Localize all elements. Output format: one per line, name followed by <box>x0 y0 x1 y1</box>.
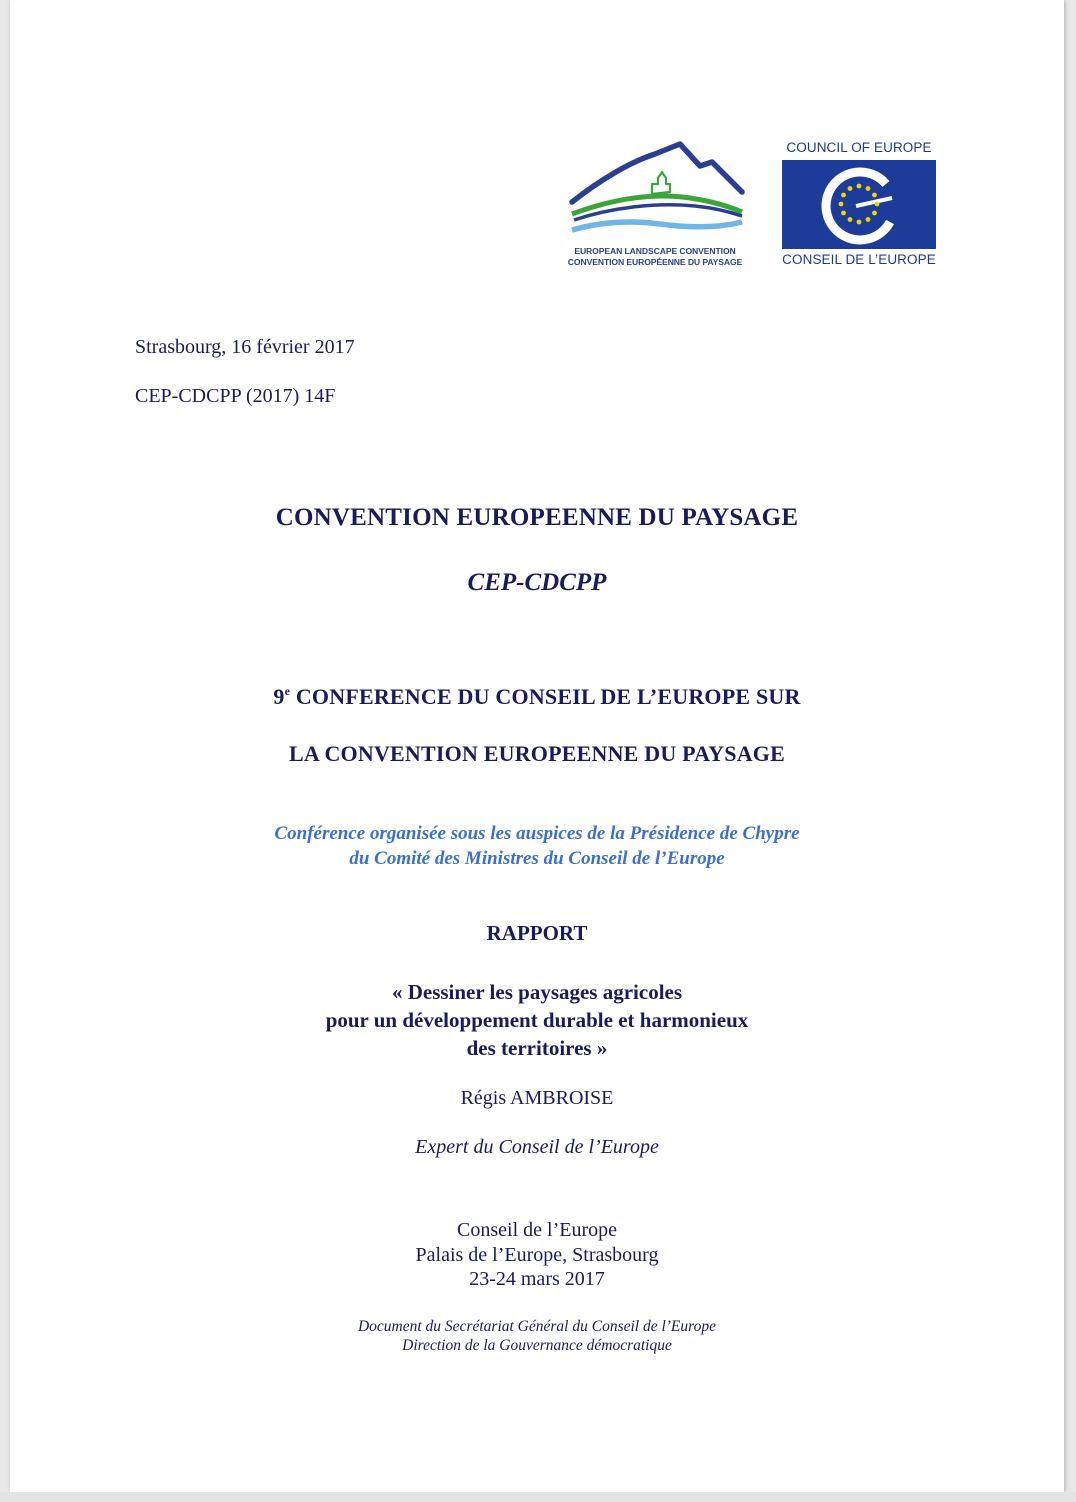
page-title: CONVENTION EUROPEENNE DU PAYSAGE <box>275 504 799 531</box>
coe-flag <box>782 160 936 249</box>
coe-name-fr: CONSEIL DE L’EUROPE <box>782 252 936 267</box>
place-date: Strasbourg, 16 février 2017 <box>135 336 355 358</box>
conference-number: 9 <box>273 684 285 709</box>
report-subject-line3: des territoires » <box>466 1036 608 1060</box>
elc-logo <box>560 140 750 270</box>
document-reference: CEP-CDCPP (2017) 14F <box>135 385 336 407</box>
venue-line3: 23-24 mars 2017 <box>469 1268 605 1290</box>
footer-note <box>10 1317 1064 1355</box>
report-subject <box>10 978 1064 1062</box>
page-bottom-edge <box>0 1492 1076 1502</box>
coe-name-en: COUNCIL OF EUROPE <box>786 140 932 155</box>
report-label: RAPPORT <box>486 921 588 945</box>
council-of-europe-logo <box>772 136 946 271</box>
document-page <box>10 0 1064 1492</box>
elc-line-fr: CONVENTION EUROPÉENNE DU PAYSAGE <box>567 257 743 267</box>
author-name: Régis AMBROISE <box>460 1087 614 1109</box>
footer-line1: Document du Secrétariat Général du Conseil de l’Europe <box>357 1318 716 1335</box>
conference-title-line1 <box>10 684 1064 710</box>
landscape-emblem-icon <box>560 140 750 245</box>
committee-code: CEP-CDCPP <box>467 569 607 596</box>
venue-block <box>10 1218 1064 1292</box>
venue-line2: Palais de l’Europe, Strasbourg <box>415 1243 659 1266</box>
conference-title-line2: LA CONVENTION EUROPEENNE DU PAYSAGE <box>289 741 785 766</box>
footer-line2: Direction de la Gouvernance démocratique <box>402 1337 672 1354</box>
report-subject-line2: pour un développement durable et harmonieux <box>325 1008 749 1032</box>
author-role: Expert du Conseil de l’Europe <box>415 1136 659 1158</box>
elc-logo-text <box>560 246 750 268</box>
conference-ordinal: e <box>284 684 291 698</box>
conference-line1-rest: CONFERENCE DU CONSEIL DE L’EUROPE SUR <box>290 684 801 709</box>
auspices-note <box>10 821 1064 871</box>
venue-line1: Conseil de l’Europe <box>457 1219 617 1241</box>
auspices-line2: du Comité des Ministres du Conseil de l’Europe <box>349 848 725 869</box>
auspices-line1: Conférence organisée sous les auspices de la Présidence de Chypre <box>274 823 800 844</box>
report-subject-line1: « Dessiner les paysages agricoles <box>391 980 683 1004</box>
coe-emblem-icon <box>782 160 936 249</box>
elc-line-en: EUROPEAN LANDSCAPE CONVENTION <box>574 246 736 256</box>
